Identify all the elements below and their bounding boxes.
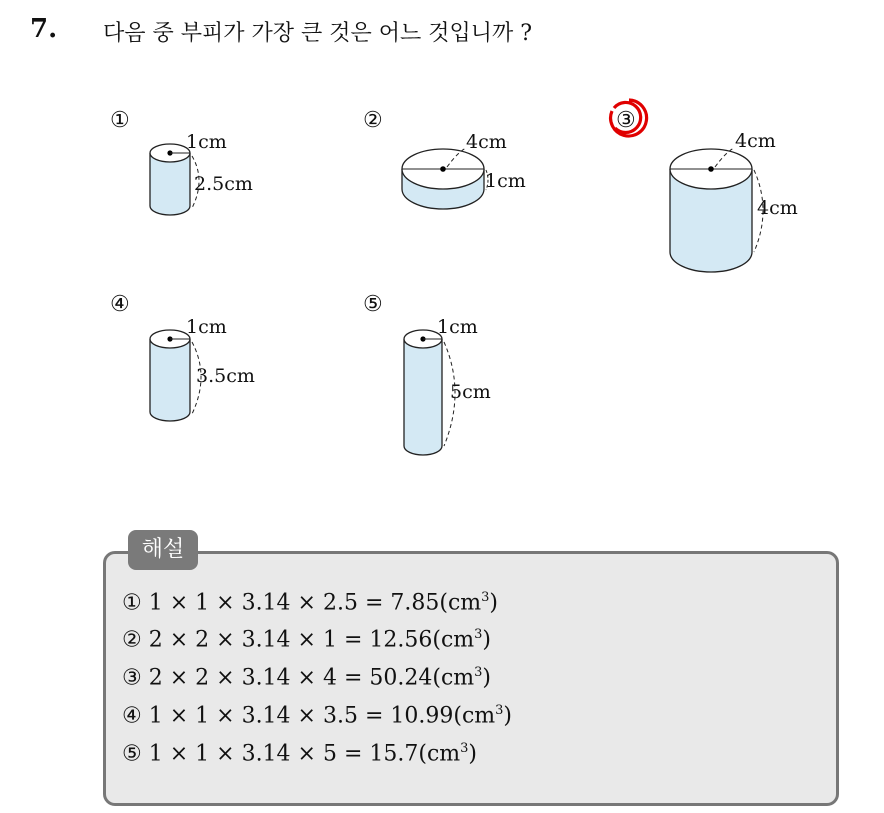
question-number: 7. bbox=[30, 14, 58, 44]
solution-line-4: ④ $1 \times 1 \times 3.14 \times 3.5 = 10.99(cm^3)$ bbox=[122, 703, 513, 729]
option-4-label[interactable]: ④ bbox=[110, 292, 130, 317]
question-text: 다음 중 부피가 가장 큰 것은 어느 것입니까 ? bbox=[103, 21, 533, 46]
cylinder-3-radius: 4cm bbox=[735, 130, 776, 152]
cylinder-1-height: 2.5cm bbox=[194, 173, 253, 195]
cylinder-2-radius: 4cm bbox=[466, 131, 507, 153]
solution-line-2: ② $2 \times 2 \times 3.14 \times 1 = 12.56(cm^3)$ bbox=[122, 627, 492, 653]
cylinder-3-height: 4cm bbox=[757, 197, 798, 219]
cylinder-4-height: 3.5cm bbox=[196, 365, 255, 387]
option-1-label[interactable]: ① bbox=[110, 108, 130, 133]
cylinder-4-figure bbox=[148, 322, 203, 432]
solution-title: 해설 bbox=[128, 530, 198, 570]
solution-line-3: ③ $2 \times 2 \times 3.14 \times 4 = 50.24(cm^3)$ bbox=[122, 665, 492, 691]
option-2-label[interactable]: ② bbox=[363, 108, 383, 133]
option-3-label[interactable]: ③ bbox=[616, 108, 636, 133]
solution-line-5: ⑤ $1 \times 1 \times 3.14 \times 5 = 15.7(cm^3)$ bbox=[122, 741, 478, 767]
cylinder-1-radius: 1cm bbox=[186, 131, 227, 153]
cylinder-5-height: 5cm bbox=[450, 381, 491, 403]
cylinder-4-radius: 1cm bbox=[186, 316, 227, 338]
option-5-label[interactable]: ⑤ bbox=[363, 292, 383, 317]
cylinder-5-radius: 1cm bbox=[437, 316, 478, 338]
solution-line-1: ① $1 \times 1 \times 3.14 \times 2.5 = 7.85(cm^3)$ bbox=[122, 590, 499, 616]
cylinder-2-height: 1cm bbox=[485, 170, 526, 192]
